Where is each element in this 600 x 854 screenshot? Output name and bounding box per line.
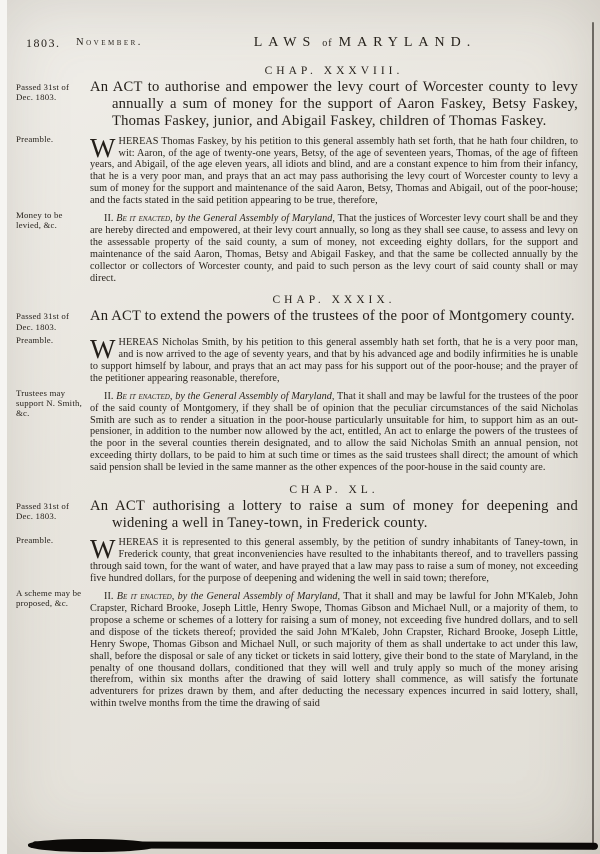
enacting-words: Be it enacted, (116, 591, 175, 603)
margin-gutter (0, 332, 90, 385)
header-title-laws: LAWS (253, 35, 317, 50)
margin-note-preamble: Preamble. (16, 535, 54, 546)
chapter-40 (0, 479, 600, 710)
act-title-row (0, 79, 600, 131)
section-number: II. (104, 591, 114, 603)
page-content (0, 33, 600, 710)
act-title-row (0, 308, 600, 332)
enacted-paragraph (90, 391, 578, 474)
margin-gutter (0, 498, 90, 532)
enacted-row (0, 585, 600, 710)
enacted-text: That it shall and may be lawful for John M'Kaleb, John Crapster, Richard Brooke, Joseph Little, Henry Swope, Thomas Gibson and Michael Null, or a majority of them, to propose a scheme or schemes of a lottery for raising a sum of money, not exceeding five hundred dollars, and to sell and dispose of the tickets thereof; provided the said John M'Kaleb, John Crapster, Richard Brooke, Joseph Little, Henry Swope, Thomas Gibson and Michael Null, or such majority of them as shall undertake to act under this law, shall, before the disposal or sale of any ticket or tickets in said lottery, give their bond to the state of Maryland, in the penalty of one thousand dollars, conditioned that they will well and truly apply so much of the money arising therefrom, within six months after the drawing of said lottery shall commence, as will satisfy the fortunate adventurers for prizes drawn by them, and after deducting the necessary expences incurred in said lottery, shall, within twelve months from the time the drawing of said (90, 591, 578, 710)
dropcap-letter: W (90, 334, 116, 365)
margin-note-preamble: Preamble. (16, 335, 54, 346)
header-title (170, 33, 560, 51)
margin-gutter (0, 385, 90, 474)
header-year: 1803. (26, 36, 61, 50)
act-title: An ACT to authorise and empower the levy court of Worcester county to levy annually a sum of money for the support of Aaron Faskey, Betsy Faskey, Thomas Faskey, junior, and Abigail Faskey, children of Thomas Faskey. (90, 79, 578, 130)
margin-gutter (0, 131, 90, 207)
header-month: November. (76, 37, 143, 48)
chapter-heading-row (0, 60, 600, 79)
preamble-paragraph (90, 132, 578, 207)
chapter-39 (0, 289, 600, 474)
chapter-heading: CHAP. XXXIX. (272, 294, 396, 307)
margin-gutter (0, 79, 90, 131)
preamble-text: HEREAS Nicholas Smith, by his petition to this general assembly hath set forth, that he is a very poor man, and is now arrived to the age of seventy years, and that by his advanced age and bodily infirmities he is unable to support himself by labour, and prays that an act may pass for his support out of the poor-house; and the prayer of the petitioner appearing reasonable, therefore, (90, 337, 578, 384)
chapter-heading-row (0, 479, 600, 498)
margin-note-enacted: A scheme may be proposed, &c. (16, 588, 82, 609)
chapter-heading-row (0, 289, 600, 308)
enacted-paragraph (90, 591, 578, 710)
preamble-row (0, 532, 600, 585)
enacted-text: That it shall and may be lawful for the trustees of the poor of the said county of Montgomery, if they shall be of opinion that the peculiar circumstances of the said Nicholas Smith are such as to render a situation in the poor-house particularly unsuitable for him, to support him as an out-pensioner, in addition to the number now allowed by the act, entitled, An act to enlarge the powers of the trustees of the poor in the several counties therein designated, and to allow the said Nicholas Smith an annual pension, not exceeding thirty dollars, to be paid to him at such time or times as the said trustees shall direct; the amount of which said pension shall be levied in the same manner as the other expences of the poor-house in the said county are. (90, 390, 579, 474)
enacting-authority: by the General Assembly of Maryland, (175, 390, 335, 402)
margin-note-enacted: Trustees may support N. Smith, &c. (16, 387, 82, 419)
margin-gutter (0, 60, 90, 79)
margin-note-enacted: Money to be levied, &c. (16, 210, 63, 231)
chapter-heading: CHAP. XXXVIII. (264, 65, 404, 77)
header-title-of: of (322, 38, 333, 49)
scan-edge-right (592, 22, 594, 850)
preamble-text: HEREAS Thomas Faskey, by his petition to this general assembly hath set forth, that he hath four children, to wit: Aaron, of the age of twenty-one years, Betsy, of the age of seventeen years, Thomas, of the age of fifteen years, and Abigail, of the age eleven years, all idiots and blind, and are a constant expence to him from their infancy, that he is a very poor man, and prays that an act may pass authorising the levy court of Worcester county to levy a sum of money for the support and maintenance of the said Aaron, Betsy, Thomas and Abigail, out of the poor-house; and the facts stated in the said petition appearing to be true, therefore, (90, 135, 578, 207)
enacted-row (0, 385, 600, 474)
chapter-heading: CHAP. XL. (289, 484, 379, 497)
enacting-words: Be it enacted, (116, 213, 173, 225)
margin-gutter (0, 532, 90, 585)
margin-note-preamble: Preamble. (16, 133, 54, 144)
preamble-row (0, 332, 600, 385)
enacting-authority: by the General Assembly of Maryland, (177, 591, 341, 603)
margin-gutter (0, 479, 90, 498)
section-number: II. (104, 213, 114, 225)
act-title: An ACT authorising a lottery to raise a sum of money for deepening and widening a well in Taney-town, in Frederick county. (90, 498, 578, 532)
enacting-authority: by the General Assembly of Maryland, (175, 213, 336, 225)
preamble-paragraph (90, 334, 578, 385)
section-number: II. (104, 390, 114, 402)
act-title-row (0, 498, 600, 532)
scan-edge-bottom-blob (28, 839, 158, 852)
margin-gutter (0, 585, 90, 710)
enacted-row (0, 207, 600, 284)
margin-gutter (0, 308, 90, 332)
preamble-row (0, 131, 600, 207)
margin-gutter (0, 207, 90, 284)
chapter-38 (0, 60, 600, 284)
enacted-paragraph (90, 213, 578, 284)
dropcap-letter: W (90, 132, 116, 163)
margin-note-passed: Passed 31st of Dec. 1803. (16, 82, 70, 103)
enacting-words: Be it enacted, (116, 390, 173, 402)
dropcap-letter: W (90, 534, 116, 565)
header-title-maryland: MARYLAND. (338, 35, 477, 50)
enacted-text: That the justices of Worcester levy court shall be and they are hereby directed and empowered, at their levy court annually, so long as they shall see cause, to assess and levy on the assessable property of the said county, a sum of money, not exceeding eighty dollars, for the support and maintenance of the said Aaron, Thomas, Betsy and Abigail Faskey, and that the same be collected annually by the collector or collectors of Worcester county, and paid to such person as the levy court of said county shall or may direct. (90, 213, 578, 284)
preamble-text: HEREAS it is represented to this general assembly, by the petition of sundry inhabitants of Taney-town, in Frederick county, that great inconveniencies have resulted to the inhabitants thereof, and to travellers passing through said town, for the want of water, and have prayed that a law may pass to raise a sum of money, not exceeding five hundred dollars, for the purpose of deepening and widening the well in said town; therefore, (90, 537, 578, 585)
margin-gutter (0, 289, 90, 308)
act-title: An ACT to extend the powers of the trustees of the poor of Montgomery county. (90, 308, 575, 325)
preamble-paragraph (90, 534, 578, 585)
margin-note-passed: Passed 31st of Dec. 1803. (16, 501, 70, 522)
page-header (0, 33, 600, 55)
margin-note-passed: Passed 31st of Dec. 1803. (16, 311, 70, 332)
